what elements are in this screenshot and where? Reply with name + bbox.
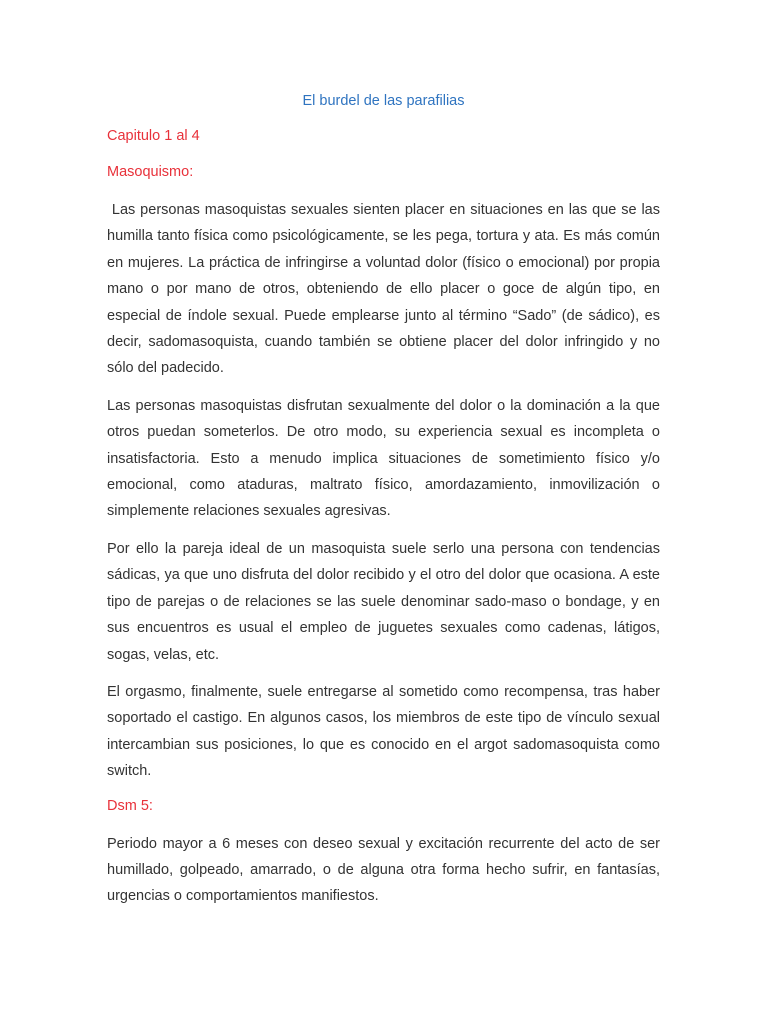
section-heading-dsm5: Dsm 5:	[107, 797, 153, 814]
paragraph: El orgasmo, finalmente, suele entregarse al sometido como recompensa, tras haber soportado el castigo. En algunos casos, los miembros de este tipo de vínculo sexual intercambian sus posiciones, lo que es conocido en el argot sadomasoquista como switch.	[107, 683, 660, 780]
paragraph: Por ello la pareja ideal de un masoquista suele serlo una persona con tendencias sádicas, ya que uno disfruta del dolor recibido y el otro del dolor que ocasiona. A este tipo de parejas o de relaciones se las suele denominar sado-maso o bondage, y en sus encuentros es usual el empleo de juguetes sexuales como cadenas, látigos, sogas, velas, etc.	[107, 540, 660, 663]
section-heading-masoquismo: Masoquismo:	[107, 164, 194, 180]
document-page	[107, 91, 665, 921]
document-title: El burdel de las parafilias	[302, 93, 465, 109]
paragraph: Periodo mayor a 6 meses con deseo sexual y excitación recurrente del acto de ser humillado, golpeado, amarrado, o de alguna otra forma hecho sufrir, en fantasías, urgencias o comportamientos manifiestos.	[107, 835, 660, 905]
chapter-heading: Capitulo 1 al 4	[107, 128, 200, 144]
paragraph: Las personas masoquistas sexuales sienten placer en situaciones en las que se las humilla tanto física como psicológicamente, se les pega, tortura y ata. Es más común en mujeres. La práctica de infringirse a voluntad dolor (físico o emocional) por propia mano o por mano de otros, obteniendo de ello placer o goce de algún tipo, en especial de índole sexual. Puede emplearse junto al término “Sado” (de sádico), es decir, sadomasoquista, cuando también se obtiene placer del dolor infringido y no sólo del padecido.	[107, 202, 665, 377]
paragraph: Las personas masoquistas disfrutan sexualmente del dolor o la dominación a la que otros puedan someterlos. De otro modo, su experiencia sexual es incompleta o insatisfactoria. Esto a menudo implica situaciones de sometimiento físico y/o emocional, como ataduras, maltrato físico, amordazamiento, inmovilización o simplemente relaciones sexuales agresivas.	[107, 397, 660, 520]
